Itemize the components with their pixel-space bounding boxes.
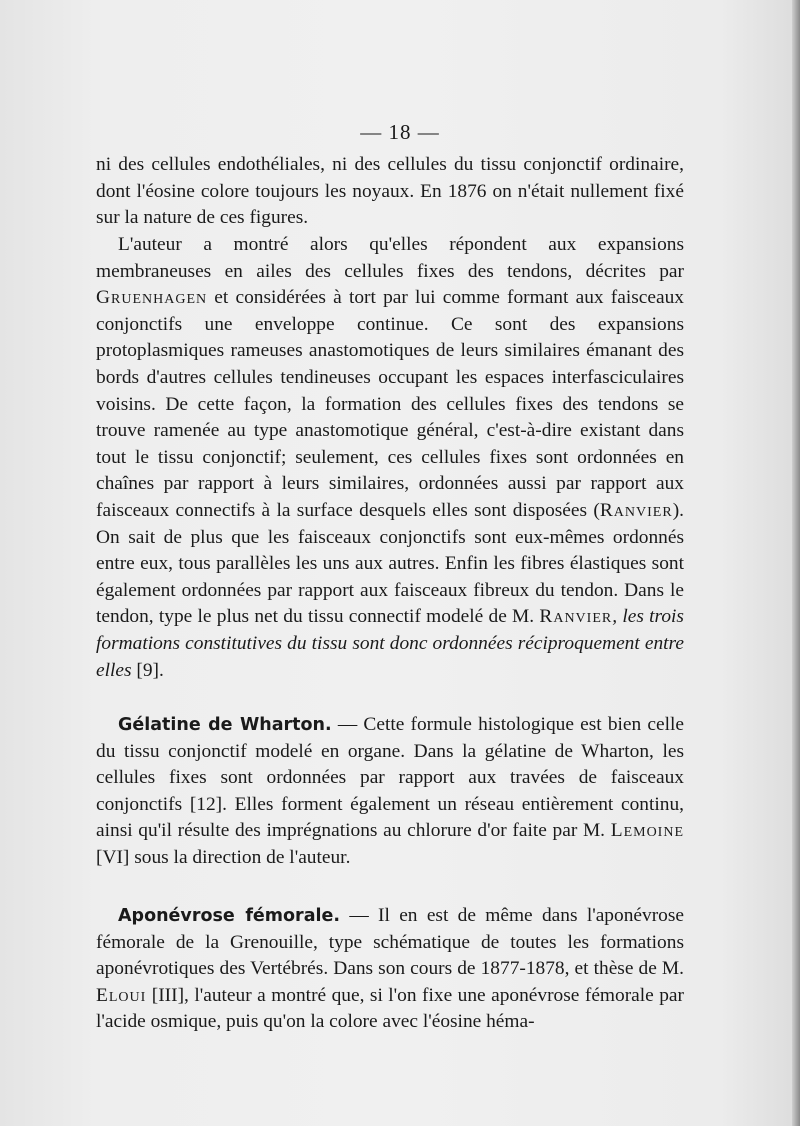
text-span: ). On sait de plus que les faisceaux conjonctifs sont eux-mêmes ordonnés entre eux, tous parallèles les uns aux autres. Enfin les fibres élastiques sont également ordonnées par rapport aux faisceaux fibreux du tendon. Dans le tendon, type le plus net du tissu connectif modelé de M.: [96, 499, 684, 628]
reference: [9].: [131, 659, 164, 681]
italic-conclusion: , les trois formations constitutives du tissu sont donc ordonnées réciproquement entre elles: [96, 606, 684, 681]
page-edge-shadow: [792, 0, 800, 1126]
paragraph-wharton: [96, 712, 684, 872]
author-name: Gruenhagen: [96, 287, 208, 309]
text-span: — Cette formule histologique est bien celle du tissu conjonctif modelé en organe. Dans la gélatine de Wharton, les cellules fixes sont ordonnées par rapport aux travées de faisceaux conjonctifs [12]. Elles forment également un réseau entièrement continu, ainsi qu'il résulte des imprégnations au chlorure d'or faite par M.: [96, 714, 684, 842]
text-span: — Il en est de même dans l'aponévrose fémorale de la Grenouille, type schématique de toutes les formations aponévrotiques des Vertébrés. Dans son cours de 1877-1878, et thèse de M.: [96, 905, 685, 980]
section-heading: Gélatine de Wharton.: [118, 715, 332, 735]
paragraph-continuation: [96, 152, 684, 232]
paragraph-text: ni des cellules endothéliales, ni des cellules du tissu conjonctif ordinaire, dont l'éosine colore toujours les noyaux. En 1876 on n'était nullement fixé sur la nature de ces figures.: [96, 154, 684, 229]
author-name: Eloui: [96, 984, 147, 1006]
text-span: [III], l'auteur a montré que, si l'on fixe une aponévrose fémorale par l'acide osmique, puis qu'on la colore avec l'éosine héma-: [96, 984, 684, 1033]
author-name: Ranvier: [539, 606, 613, 628]
paragraph-tendon-cells: [96, 232, 684, 684]
author-name: Ranvier: [599, 499, 673, 521]
section-heading: Aponévrose fémorale.: [118, 906, 341, 926]
text-span: L'auteur a montré alors qu'elles répondent aux expansions membraneuses en ailes des cellules fixes des tendons, décrites par: [96, 234, 684, 282]
paragraph-aponevrose: [96, 903, 684, 1036]
text-span: [VI] sous la direction de l'auteur.: [96, 846, 351, 868]
page-number: — 18 —: [360, 120, 440, 144]
author-name: Lemoine: [610, 820, 684, 842]
text-span: et considérées à tort par lui comme formant aux faisceaux conjonctifs une enveloppe continue. Ce sont des expansions protoplasmiques rameuses anastomotiques de leurs similaires émanant des bords d'autres cellules tendineuses occupant les espaces interfasciculaires voisins. De cette façon, la formation des cellules fixes des tendons se trouve ramenée au type anastomotique général, c'est-à-dire existant dans tout le tissu conjonctif; seulement, ces cellules fixes sont ordonnées en chaînes par rapport à leurs similaires, ordonnées aussi par rapport aux faisceaux connectifs à la surface desquels elles sont disposées (: [96, 287, 684, 521]
